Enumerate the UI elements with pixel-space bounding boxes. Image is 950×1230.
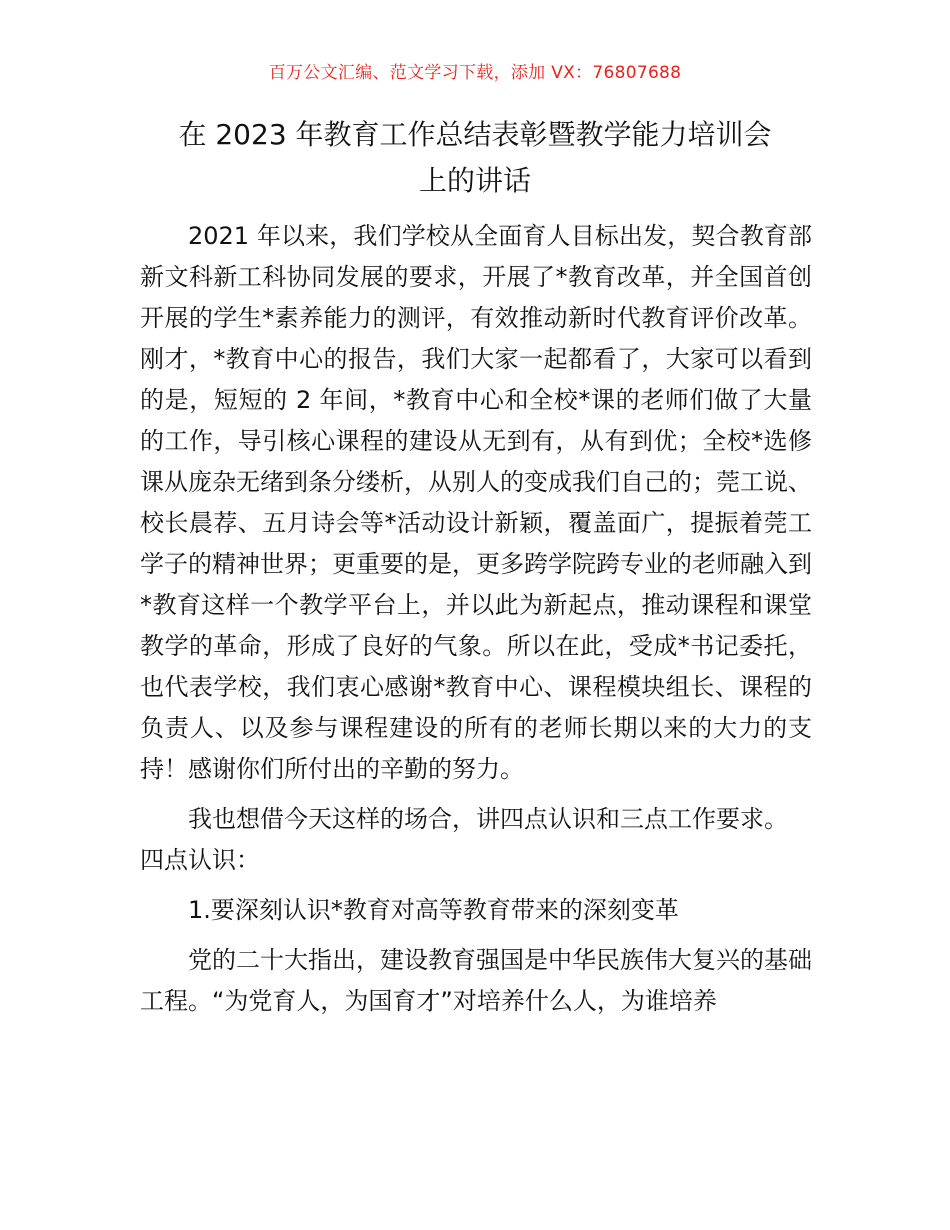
document-body — [140, 216, 812, 1022]
paragraph-remarks: 我也想借今天这样的场合，讲四点认识和三点工作要求。 — [188, 805, 788, 833]
paragraph-intro: 2021 年以来，我们学校从全面育人目标出发，契合教育部新文科新工科协同发展的要求，开展了*教育改革，并全国首创开展的学生*素养能力的测评，有效推动新时代教育评价改革。刚才，*教育中心的报告，我们大家一起都看了，大家可以看到的是，短短的 2 年间，*教育中心和全校*课的老师们做了大量的工作，导引核心课程的建设从无到有，从有到优；全校*选修课从庞杂无绪到条分缕析，从别人的变成我们自己的；莞工说、校长晨荐、五月诗会等*活动设计新颖，覆盖面广，提振着莞工学子的精神世界；更重要的是，更多跨学院跨专业的老师融入到*教育这样一个教学平台上，并以此为新起点，推动课程和课堂教学的革命，形成了良好的气象。所以在此，受成*书记委托，也代表学校，我们衷心感谢*教育中心、课程模块组长、课程的负责人、以及参与课程建设的所有的老师长期以来的大力的支持！感谢你们所付出的辛勤的努力。 — [140, 222, 812, 783]
title-line-2: 上的讲话 — [418, 164, 531, 197]
header-banner: 百万公文汇编、范文学习下载，添加 VX：76807688 — [268, 63, 682, 83]
title-line-1: 在 2023 年教育工作总结表彰暨教学能力培训会 — [178, 118, 772, 151]
document-title — [130, 112, 820, 204]
section-heading-1: 1.要深刻认识*教育对高等教育带来的深刻变革 — [188, 896, 679, 924]
paragraph-section-1: 党的二十大指出，建设教育强国是中华民族伟大复兴的基础工程。“为党育人，为国育才”对培养什么人，为谁培养 — [140, 946, 812, 1015]
paragraph-four-points-label: 四点认识： — [140, 846, 260, 874]
